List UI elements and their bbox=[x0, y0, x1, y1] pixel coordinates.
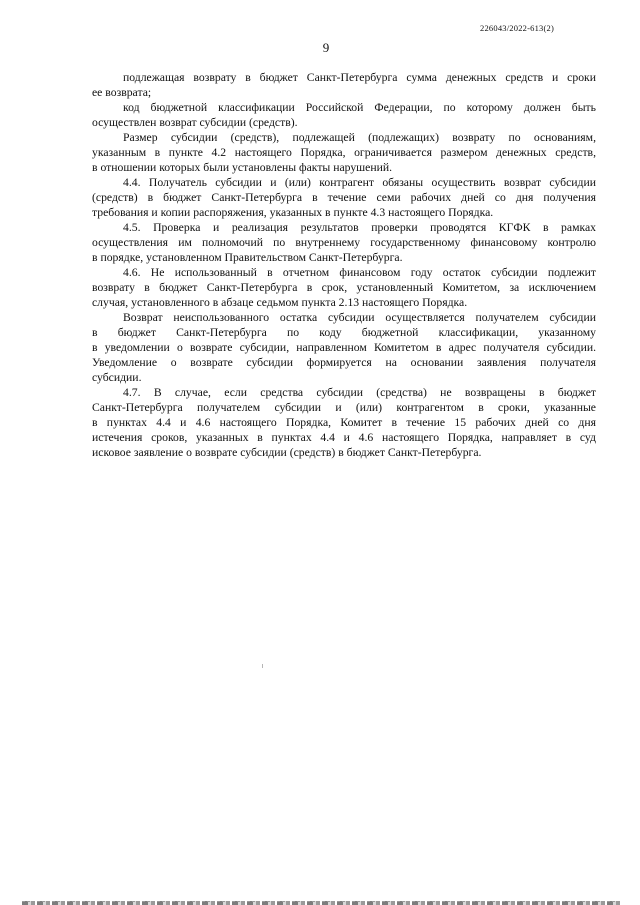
text-line: в бюджет Санкт-Петербурга по коду бюджетной классификации, указанному bbox=[92, 326, 596, 339]
text-line: требования и копии распоряжения, указанных в пункте 4.3 настоящего Порядка. bbox=[92, 206, 494, 219]
text-line: в отношении которых были установлены факты нарушений. bbox=[92, 161, 393, 174]
document-code: 226043/2022-613(2) bbox=[480, 23, 554, 33]
text-line: подлежащая возврату в бюджет Санкт-Петербурга сумма денежных средств и сроки bbox=[123, 71, 596, 84]
text-line: (средств) в бюджет Санкт-Петербурга в течение семи рабочих дней со дня получения bbox=[92, 191, 596, 204]
text-line: в пунктах 4.4 и 4.6 настоящего Порядка, Комитет в течение 15 рабочих дней со дня bbox=[92, 416, 596, 429]
paragraph-unused-balance bbox=[92, 310, 596, 385]
text-line: исковое заявление о возврате субсидии (средств) в бюджет Санкт-Петербурга. bbox=[92, 446, 482, 459]
text-line: истечения сроков, указанных в пунктах 4.4 и 4.6 настоящего Порядка, направляет в суд bbox=[92, 431, 596, 444]
page-number: 9 bbox=[322, 40, 330, 55]
scan-artifact bbox=[262, 664, 263, 668]
paragraph-4-7 bbox=[92, 385, 596, 460]
paragraph-subsidy-size bbox=[92, 130, 596, 175]
text-line: 4.4. Получатель субсидии и (или) контрагент обязаны осуществить возврат субсидии bbox=[123, 176, 596, 189]
text-line: в порядке, установленном Правительством Санкт-Петербурга. bbox=[92, 251, 403, 264]
text-line: код бюджетной классификации Российской Федерации, по которому должен быть bbox=[123, 101, 596, 114]
text-line: возврату в бюджет Санкт-Петербурга в срок, установленный Комитетом, за исключением bbox=[92, 281, 596, 294]
paragraph-budget-code bbox=[92, 100, 596, 130]
text-line: указанным в пункте 4.2 настоящего Порядка, ограничивается размером денежных средств, bbox=[92, 146, 596, 159]
text-line: 4.6. Не использованный в отчетном финансовом году остаток субсидии подлежит bbox=[123, 266, 596, 279]
text-line: Возврат неиспользованного остатка субсидии осуществляется получателем субсидии bbox=[123, 311, 596, 324]
text-line: 4.5. Проверка и реализация результатов проверки проводятся КГФК в рамках bbox=[123, 221, 596, 234]
paragraph-4-5 bbox=[92, 220, 596, 265]
text-line: осуществлен возврат субсидии (средств). bbox=[92, 116, 298, 129]
text-line: субсидии. bbox=[92, 371, 142, 384]
paragraph-4-4 bbox=[92, 175, 596, 220]
paragraph-4-6 bbox=[92, 265, 596, 310]
document-body bbox=[92, 70, 596, 460]
text-line: случая, установленного в абзаце седьмом пункта 2.13 настоящего Порядка. bbox=[92, 296, 468, 309]
scan-bottom-edge bbox=[22, 901, 620, 905]
text-line: ее возврата; bbox=[92, 86, 152, 99]
paragraph-refund-amount bbox=[92, 70, 596, 100]
text-line: Санкт-Петербурга получателем субсидии и (или) контрагентом в сроки, указанные bbox=[92, 401, 596, 414]
text-line: 4.7. В случае, если средства субсидии (средства) не возвращены в бюджет bbox=[123, 386, 596, 399]
text-line: Размер субсидии (средств), подлежащей (подлежащих) возврату по основаниям, bbox=[123, 131, 596, 144]
text-line: в уведомлении о возврате субсидии, направленном Комитетом в адрес получателя субсидии. bbox=[92, 341, 596, 354]
text-line: Уведомление о возврате субсидии формируется на основании заявления получателя bbox=[92, 356, 596, 369]
text-line: осуществления им полномочий по внутреннему государственному финансовому контролю bbox=[92, 236, 596, 249]
